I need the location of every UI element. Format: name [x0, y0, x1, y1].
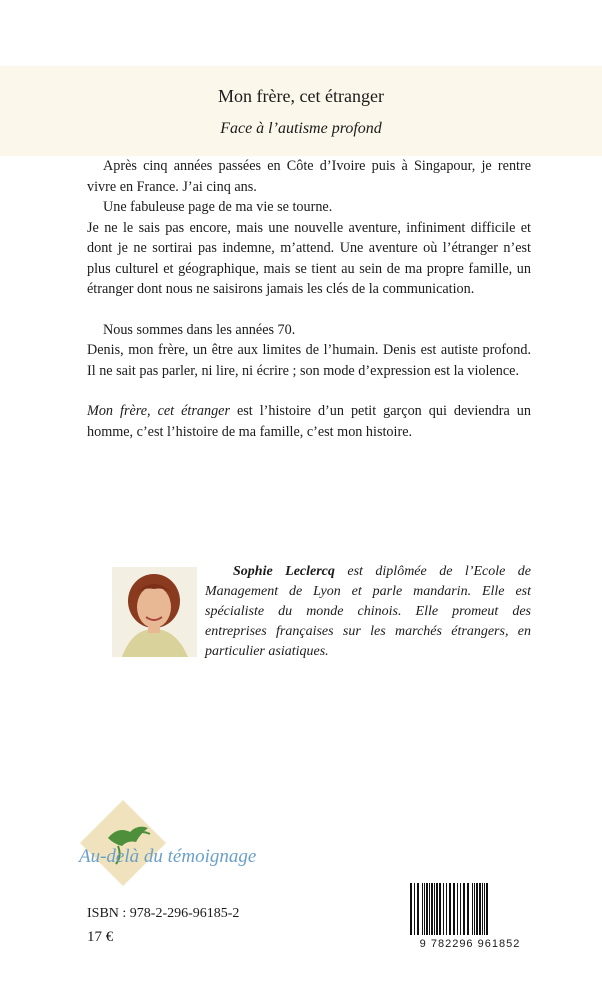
paragraph-6-title: Mon frère, cet étranger	[87, 403, 230, 419]
author-bio	[205, 562, 531, 662]
author-photo	[112, 567, 197, 657]
author-name: Sophie Leclercq	[233, 564, 335, 579]
paragraph-2: Une fabuleuse page de ma vie se tourne.	[103, 199, 333, 215]
header-band	[0, 66, 602, 156]
collection-name: Au-delà du témoignage	[79, 846, 257, 867]
paragraph-6-rest: est l’histoire d’un petit garçon qui deviendra un homme, c’est l’histoire de ma famille, c’est mon histoire.	[87, 403, 531, 440]
barcode-digits: 9 782296 961852	[419, 938, 521, 950]
book-subtitle: Face à l’autisme profond	[220, 120, 382, 137]
back-cover-text	[87, 156, 531, 442]
collection-logo	[78, 798, 288, 888]
paragraph-3: Je ne le sais pas encore, mais une nouvelle aventure, infiniment difficile et dont je ne sortirai pas indemne, m’attend. Une aventure où l’étranger n’est plus culturel et géographique, mais se tient au sein de ma propre famille, un étranger dont nous ne saisirons jamais les clés de la communication.	[87, 219, 531, 297]
author-bio-text: est diplômée de l’Ecole de Management de Lyon et parle mandarin. Elle est spécialiste du monde chinois. Elle promeut des entreprises françaises sur les marchés étrangers, en particulier asiatiques.	[205, 564, 532, 659]
paragraph-1: Après cinq années passées en Côte d’Ivoire puis à Singapour, je rentre vivre en France. J’ai cinq ans.	[87, 158, 531, 195]
isbn: ISBN : 978-2-296-96185-2	[87, 906, 240, 921]
paragraph-4: Nous sommes dans les années 70.	[103, 321, 296, 338]
price: 17 €	[87, 929, 114, 945]
paragraph-6	[87, 401, 531, 442]
paragraph-5: Denis, mon frère, un être aux limites de l’humain. Denis est autiste profond. Il ne sait pas parler, ni lire, ni écrire ; son mode d’expression est la violence.	[87, 342, 531, 379]
book-title: Mon frère, cet étranger	[218, 86, 384, 106]
barcode	[406, 883, 534, 945]
